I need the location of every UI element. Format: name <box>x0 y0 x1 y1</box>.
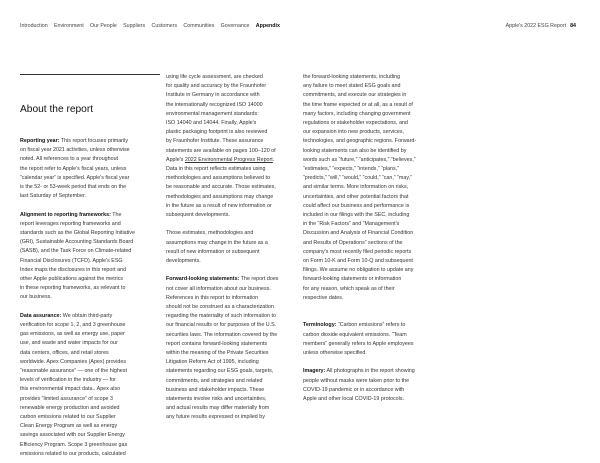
text-line <box>166 193 278 202</box>
line-text: We obtain third-party <box>61 312 113 319</box>
line-text: emissions related to our products, calculated <box>20 450 126 457</box>
text-line <box>166 229 278 238</box>
line-text: carbon emissions related to our Supplier <box>20 414 116 421</box>
text-line <box>20 376 135 385</box>
line-text: our financial results or for purposes of the U.S. <box>166 322 277 329</box>
nav-link-customers[interactable]: Customers <box>151 23 178 29</box>
line-text: provides “limited assurance” of scope 3 <box>20 395 113 402</box>
line-text: filings. We assume no obligation to update any <box>303 267 414 274</box>
text-line <box>303 183 416 192</box>
text-line <box>166 340 278 349</box>
paragraph-lead: Terminology: <box>303 322 337 329</box>
text-line <box>166 358 278 367</box>
text-line <box>20 293 135 302</box>
text-line <box>303 147 416 156</box>
text-line <box>303 257 416 266</box>
text-line <box>20 441 135 450</box>
paragraph <box>303 367 416 404</box>
line-text: “Carbon emissions” refers to <box>336 322 406 329</box>
paragraph-lead: Forward-looking statements: <box>166 276 240 283</box>
line-text: on Form 10-K and Form 10-Q and subsequent <box>303 258 413 265</box>
paragraph <box>20 211 135 303</box>
line-text: use, and waste and water impacts for our <box>20 340 118 347</box>
nav-link-introduction[interactable]: Introduction <box>20 23 48 29</box>
text-line <box>166 413 278 422</box>
text-line <box>166 82 278 91</box>
nav-link-our-people[interactable]: Our People <box>90 23 117 29</box>
line-text: in the future as a result of new information or <box>166 202 272 209</box>
text-line <box>166 248 278 257</box>
text-line <box>20 284 135 293</box>
line-text: uncertainties, and other potential factors that <box>303 193 409 200</box>
line-text: the report refer to Apple's fiscal years, unless <box>20 165 127 172</box>
line-text: data centers, offices, and retail stores <box>20 349 109 356</box>
nav-link-communities[interactable]: Communities <box>183 23 215 29</box>
line-text: business and stakeholder impacts. These <box>166 386 265 393</box>
line-text: noted. All references to a year throughout <box>20 156 119 163</box>
line-text: and similar terms. More information on risks, <box>303 184 409 191</box>
nav-link-suppliers[interactable]: Suppliers <box>123 23 146 29</box>
report-header <box>506 23 576 29</box>
text-line <box>303 266 416 275</box>
line-text: regarding the materiality of such information to <box>166 313 276 320</box>
line-text: Clean Energy Program as well as energy <box>20 423 118 430</box>
line-text: verification for scope 1, 2, and 3 greenhouse <box>20 322 126 329</box>
text-line <box>20 431 135 440</box>
line-text: could affect our business and performance is <box>303 202 410 209</box>
text-line <box>166 294 278 303</box>
text-line <box>166 73 278 82</box>
text-line <box>303 128 416 137</box>
line-text: the internationally recognized ISO 14000 <box>166 101 263 108</box>
line-text: Litigation Reform Act of 1995, including <box>166 359 259 366</box>
page-title: About the report <box>20 104 94 115</box>
text-segment: Apple's <box>166 156 185 163</box>
column-2 <box>166 73 278 423</box>
line-text: “calendar year” is specified. Apple's fiscal year <box>20 174 130 181</box>
text-line <box>20 211 135 220</box>
line-text: using life cycle assessment, are checked <box>166 74 263 80</box>
text-line <box>166 147 278 156</box>
line-text: report contains forward-looking statements <box>166 340 267 347</box>
text-line <box>20 220 135 229</box>
text-line <box>20 422 135 431</box>
line-text: other Apple publications against the metrics <box>20 276 124 283</box>
section-nav <box>20 23 286 29</box>
text-line <box>166 386 278 395</box>
line-text: methodologies and assumptions may change <box>166 193 274 200</box>
paragraph-lead: Imagery: <box>303 368 326 375</box>
line-text: Financial Disclosures (TCFD). Apple's ESG <box>20 257 123 264</box>
text-line <box>166 239 278 248</box>
line-text: the time frame expected or at all, as a result of <box>303 101 413 108</box>
line-text: This report focuses primarily <box>59 138 129 144</box>
nav-link-environment[interactable]: Environment <box>53 23 84 29</box>
paragraph-lead: Reporting year: <box>20 138 60 144</box>
line-text: subsequent developments. <box>166 212 230 219</box>
text-line <box>303 193 416 202</box>
paragraph-spacer <box>20 303 135 312</box>
line-text: Discussion and Analysis of Financial Condition <box>303 230 414 237</box>
paragraph-spacer <box>303 303 416 321</box>
line-text: carbon dioxide equivalent emissions. “Team <box>303 331 407 338</box>
line-text: statements involve risks and uncertainties, <box>166 396 267 403</box>
text-line <box>166 183 278 192</box>
text-line <box>303 349 416 358</box>
line-text: standards such as the Global Reporting Initiative <box>20 230 135 237</box>
text-line <box>303 340 416 349</box>
line-text: included in our filings with the SEC, including <box>303 212 410 219</box>
line-text: be reasonable and accurate. Those estimates, <box>166 184 276 191</box>
text-line <box>303 73 416 82</box>
text-line <box>166 321 278 330</box>
text-line <box>303 82 416 91</box>
text-line <box>166 119 278 128</box>
line-text: within the meaning of the Private Securities <box>166 350 269 357</box>
text-line <box>303 386 416 395</box>
paragraph-spacer <box>166 266 278 275</box>
line-text: plastic packaging footprint is also reviewed <box>166 129 268 136</box>
text-line <box>20 385 135 394</box>
line-text: words such as “future,” “anticipates,” “believes,” <box>303 156 416 163</box>
text-line <box>20 257 135 266</box>
line-text: unless otherwise specified. <box>303 350 367 357</box>
text-line <box>303 137 416 146</box>
paragraph-spacer <box>166 220 278 229</box>
text-line <box>166 377 278 386</box>
line-text: “reasonable assurance” — one of the highest <box>20 368 127 375</box>
text-line <box>20 155 135 164</box>
line-text: looking statements can also be identified by <box>303 147 407 154</box>
line-text: for quality and accuracy by the Fraunhofer <box>166 83 267 90</box>
text-line <box>303 174 416 183</box>
line-text: this environmental impact data.. Apex also <box>20 386 121 393</box>
text-line <box>166 257 278 266</box>
line-text: for any reason, which speak as of their <box>303 285 395 292</box>
paragraph <box>20 137 135 201</box>
line-text: in the “Risk Factors” and “Management's <box>303 221 400 228</box>
paragraph-lead: Data assurance: <box>20 312 62 319</box>
line-text: Index maps the disclosures in this report and <box>20 266 127 273</box>
text-line <box>303 294 416 303</box>
line-text: and actual results may differ materially from <box>166 405 270 412</box>
text-line <box>303 156 416 165</box>
line-text: savings associated with our Supplier Energy <box>20 432 125 439</box>
text-line <box>20 404 135 413</box>
line-text: many factors, including changing government <box>303 110 411 117</box>
line-text: the forward-looking statements, including <box>303 74 401 80</box>
line-text: worldwide. Apex Companies (Apex) provides <box>20 358 127 365</box>
text-line <box>20 247 135 256</box>
line-text: should not be construed as a characterization <box>166 304 274 311</box>
text-line <box>20 413 135 422</box>
line-text: forward-looking statements or information <box>303 276 402 283</box>
text-line <box>303 202 416 211</box>
text-line <box>20 275 135 284</box>
report-title: Apple's 2022 ESG Report <box>505 23 567 29</box>
text-line <box>166 101 278 110</box>
line-text: people without masks were taken prior to the <box>303 377 410 384</box>
line-text: not cover all information about our business. <box>166 285 271 292</box>
line-text: and Results of Operations” sections of the <box>303 239 403 246</box>
text-line <box>166 285 278 294</box>
text-line <box>166 202 278 211</box>
text-line <box>303 220 416 229</box>
line-text: environmental management standards: <box>166 110 259 117</box>
text-line <box>20 192 135 201</box>
line-text: on fiscal year 2021 activities, unless otherwise <box>20 147 130 154</box>
text-line <box>20 330 135 339</box>
paragraph <box>303 321 416 358</box>
text-line <box>166 128 278 137</box>
text-line <box>303 377 416 386</box>
line-text: “estimates,” “expects,” “intends,” “plans,” <box>303 166 399 173</box>
text-line <box>166 174 278 183</box>
line-text: levels of verification in the industry — for <box>20 377 116 384</box>
line-text: Apple and other local COVID-19 protocols. <box>303 396 404 403</box>
text-line <box>166 91 278 100</box>
column-3 <box>303 73 416 404</box>
line-text: statements are available on pages 100–120 of <box>166 147 276 154</box>
text-line <box>166 211 278 220</box>
text-line <box>166 156 278 165</box>
line-text: report leverages reporting frameworks and <box>20 220 121 227</box>
line-text: statements regarding our ESG goals, targets, <box>166 368 274 375</box>
text-line <box>20 312 135 321</box>
text-line <box>303 91 416 100</box>
line-text: developments. <box>166 258 201 265</box>
text-line <box>20 183 135 192</box>
line-text: assumptions may change in the future as a <box>166 239 268 246</box>
page-number: 84 <box>570 23 576 29</box>
text-line <box>20 146 135 155</box>
line-text: methodologies and assumptions believed to <box>166 175 270 182</box>
text-line <box>303 229 416 238</box>
line-text: in these reporting frameworks, as relevant to <box>20 285 126 292</box>
paragraph <box>303 73 416 303</box>
text-line <box>166 303 278 312</box>
text-line <box>166 312 278 321</box>
text-segment: . <box>272 156 275 163</box>
line-text: regulations or stakeholder expectations, and <box>303 120 408 127</box>
paragraph-spacer <box>303 358 416 367</box>
text-line <box>303 239 416 248</box>
text-line <box>303 248 416 257</box>
line-text: (GRI), Sustainable Accounting Standards Board <box>20 239 134 246</box>
environmental-progress-report-link[interactable]: 2022 Environmental Progress Report <box>184 156 273 163</box>
text-line <box>303 101 416 110</box>
nav-link-governance[interactable]: Governance <box>220 23 250 29</box>
line-text: renewable energy production and avoided <box>20 404 120 411</box>
line-text: gas emissions, as well as energy use, paper <box>20 331 125 338</box>
line-text: members” generally refers to Apple employees <box>303 340 414 347</box>
line-text: commitments, and execute our strategies in <box>303 92 407 99</box>
nav-link-appendix[interactable]: Appendix <box>255 23 280 29</box>
line-text: (SASB), and the Task Force on Climate-related <box>20 248 132 255</box>
paragraph-spacer <box>20 201 135 210</box>
line-text: our expansion into new products, services, <box>303 129 404 136</box>
line-text: All photographs in the report showing <box>325 368 415 375</box>
text-line <box>166 275 278 284</box>
line-text: is the 52- or 53-week period that ends on the <box>20 184 127 191</box>
line-text: The report does <box>239 276 279 283</box>
text-line <box>20 395 135 404</box>
text-line <box>303 110 416 119</box>
line-text: technologies, and geographic regions. Forward- <box>303 138 417 145</box>
text-line <box>20 367 135 376</box>
line-text: The <box>110 211 122 218</box>
text-line <box>303 275 416 284</box>
text-line <box>303 367 416 376</box>
paragraph <box>166 73 278 220</box>
line-text: Institute in Germany in accordance with <box>166 92 260 99</box>
line-text: commitments, and strategies and related <box>166 377 263 384</box>
text-line <box>20 339 135 348</box>
line-text: COVID-19 pandemic or in accordance with <box>303 386 405 393</box>
text-line <box>166 349 278 358</box>
line-text: securities laws. The information covered by the <box>166 331 278 338</box>
line-text: Data in this report reflects estimates using <box>166 166 266 173</box>
text-line <box>303 285 416 294</box>
line-text: any failure to meet stated ESG goals and <box>303 83 401 90</box>
line-text: References in this report to information <box>166 294 259 301</box>
text-line <box>20 238 135 247</box>
line-text: our business. <box>20 294 52 301</box>
paragraph-lead: Alignment to reporting frameworks: <box>20 211 111 218</box>
line-text: by Fraunhofer Institute. These assurance <box>166 138 264 145</box>
text-line <box>166 395 278 404</box>
line-text: last Saturday of September. <box>20 193 86 200</box>
text-line <box>166 331 278 340</box>
text-line <box>20 229 135 238</box>
text-line <box>303 119 416 128</box>
text-line <box>20 358 135 367</box>
text-line <box>166 367 278 376</box>
text-line <box>20 165 135 174</box>
line-text: Efficiency Program. Scope 3 greenhouse gas <box>20 441 128 448</box>
text-line <box>166 404 278 413</box>
text-line <box>166 110 278 119</box>
column-1 <box>20 137 135 459</box>
text-line <box>20 266 135 275</box>
line-text: “predicts,” “will,” “would,” “could,” “can,” “may,” <box>303 175 412 182</box>
line-text: company's most recently filed periodic reports <box>303 248 412 255</box>
line-text: any future results expressed or implied by <box>166 414 265 421</box>
text-line <box>303 331 416 340</box>
text-line <box>20 450 135 459</box>
text-line <box>20 321 135 330</box>
line-text: result of new information or subsequent <box>166 248 260 255</box>
text-line <box>303 321 416 330</box>
text-line <box>166 165 278 174</box>
line-text: ISO 14040 and 14044. Finally, Apple's <box>166 120 257 127</box>
text-line <box>20 174 135 183</box>
text-line <box>303 165 416 174</box>
title-rule <box>20 74 160 75</box>
line-text: respective dates. <box>303 294 344 301</box>
text-line <box>303 395 416 404</box>
paragraph <box>166 229 278 266</box>
paragraph <box>166 275 278 422</box>
text-line <box>20 137 135 146</box>
text-line <box>303 211 416 220</box>
text-line <box>20 349 135 358</box>
paragraph <box>20 312 135 459</box>
text-line <box>166 137 278 146</box>
line-text: Those estimates, methodologies and <box>166 230 254 237</box>
